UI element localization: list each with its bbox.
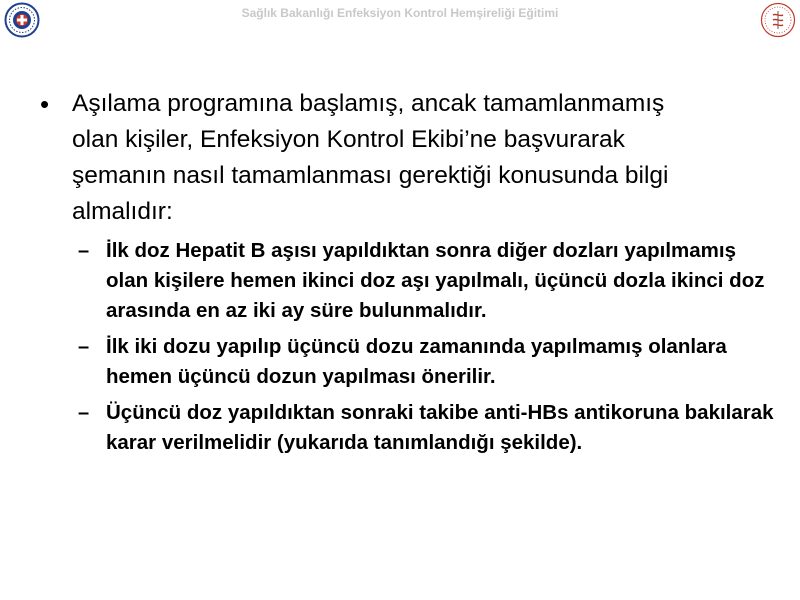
dash-bullet-icon: – xyxy=(78,402,90,424)
dash-bullet-icon: – xyxy=(78,336,90,358)
sub-bullet-list xyxy=(78,236,780,458)
main-bullet xyxy=(40,86,780,230)
sub-bullet xyxy=(78,332,780,392)
header-title: Sağlık Bakanlığı Enfeksiyon Kontrol Hemşireliği Eğitimi xyxy=(241,6,559,20)
sub-bullet-text: İlk iki dozu yapılıp üçüncü dozu zamanında yapılmamış olanlara hemen üçüncü dozun yapılması önerilir. xyxy=(106,335,727,388)
infection-control-emblem-icon xyxy=(760,2,796,38)
dash-bullet-icon: – xyxy=(78,240,90,262)
sub-bullet-text: Üçüncü doz yapıldıktan sonraki takibe anti-HBs antikoruna bakılarak karar verilmelidir (yukarıda tanımlandığı şekilde). xyxy=(106,401,774,454)
slide-content xyxy=(40,86,780,464)
sub-bullet xyxy=(78,398,780,458)
main-bullet-text: Aşılama programına başlamış, ancak tamamlanmamış olan kişiler, Enfeksiyon Kontrol Ekibi’ne başvurarak şemanın nasıl tamamlanması gerektiği konusunda bilgi almalıdır: xyxy=(72,90,669,225)
bullet-dot-icon: • xyxy=(40,89,50,119)
sub-bullet xyxy=(78,236,780,326)
sub-bullet-text: İlk doz Hepatit B aşısı yapıldıktan sonra diğer dozları yapılmamış olan kişilere hemen ikinci doz aşı yapılmalı, üçüncü dozla ikinci doz arasında en az iki ay süre bulunmalıdır. xyxy=(106,239,765,322)
